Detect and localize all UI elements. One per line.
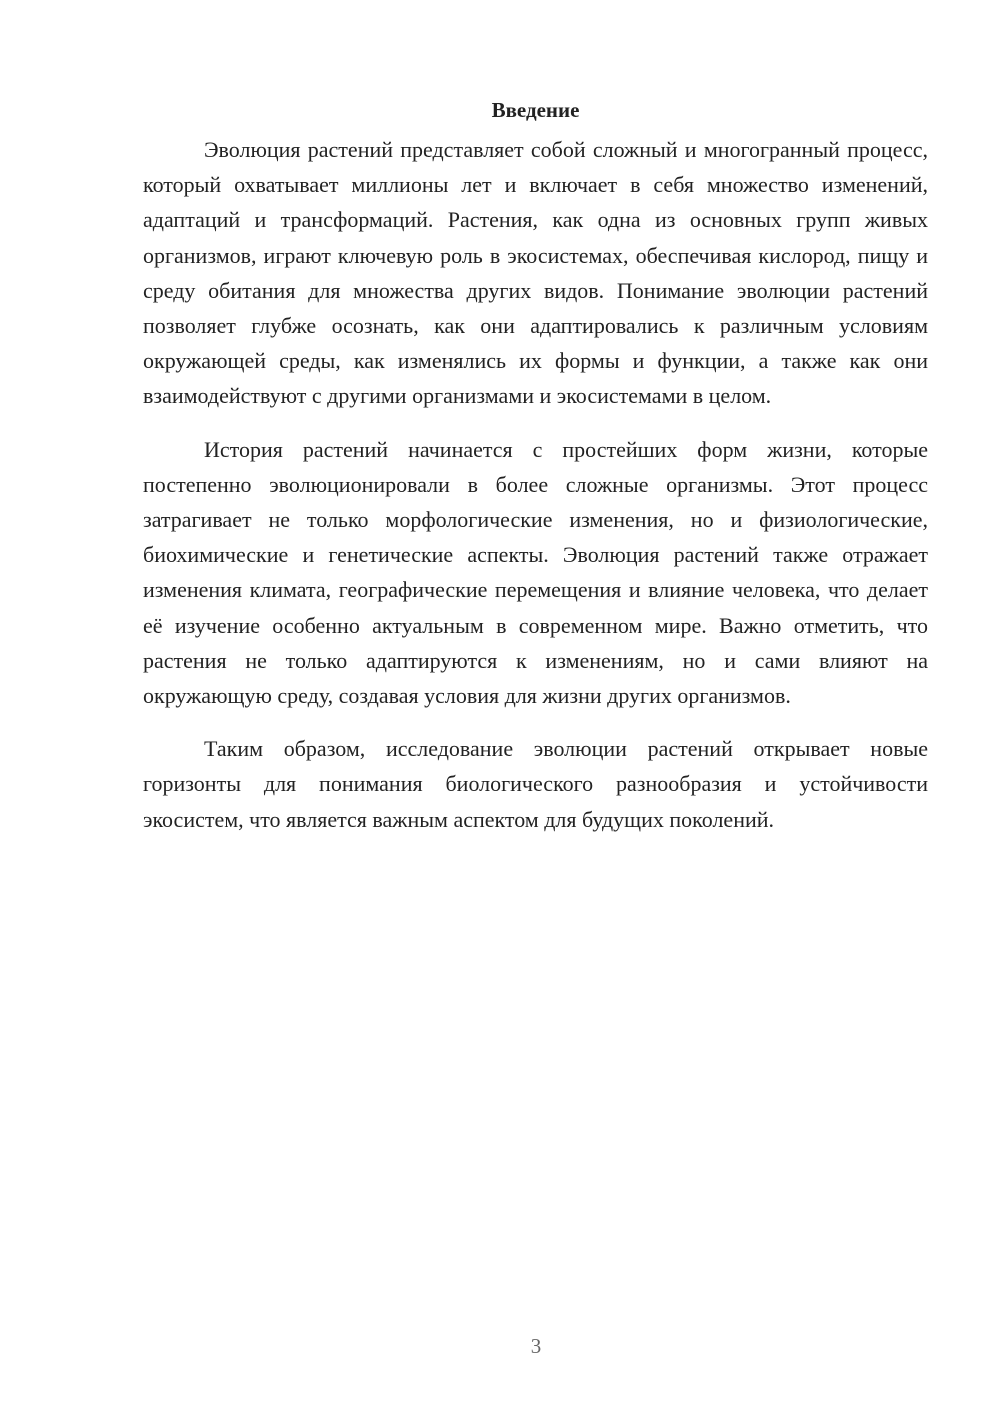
document-body (143, 92, 928, 855)
page-number: 3 (530, 1334, 542, 1358)
paragraph-2: История растений начинается с простейших форм жизни, которые постепенно эволюционировали в более сложные организмы. Этот процесс затрагивает не только морфологические изменения, но и физиологические, биохимические и генетические аспекты. Эволюция растений также отражает изменения климата, географические перемещения и влияние человека, что делает её изучение особенно актуальным в современном мире. Важно отметить, что растения не только адаптируются к изменениям, но и сами влияют на окружающую среду, создавая условия для жизни других организмов. (143, 436, 928, 709)
paragraph-1: Эволюция растений представляет собой сложный и многогранный процесс, который охватывает миллионы лет и включает в себя множество изменений, адаптаций и трансформаций. Растения, как одна из основных групп живых организмов, играют ключевую роль в экосистемах, обеспечивая кислород, пищу и среду обитания для множества других видов. Понимание эволюции растений позволяет глубже осознать, как они адаптировались к различным условиям окружающей среды, как изменялись их формы и функции, а также как они взаимодействуют с другими организмами и экосистемами в целом. (143, 137, 928, 409)
section-title: Введение (491, 98, 580, 122)
paragraph-3: Таким образом, исследование эволюции растений открывает новые горизонты для понимания биологического разнообразия и устойчивости экосистем, что является важным аспектом для будущих поколений. (143, 736, 928, 832)
